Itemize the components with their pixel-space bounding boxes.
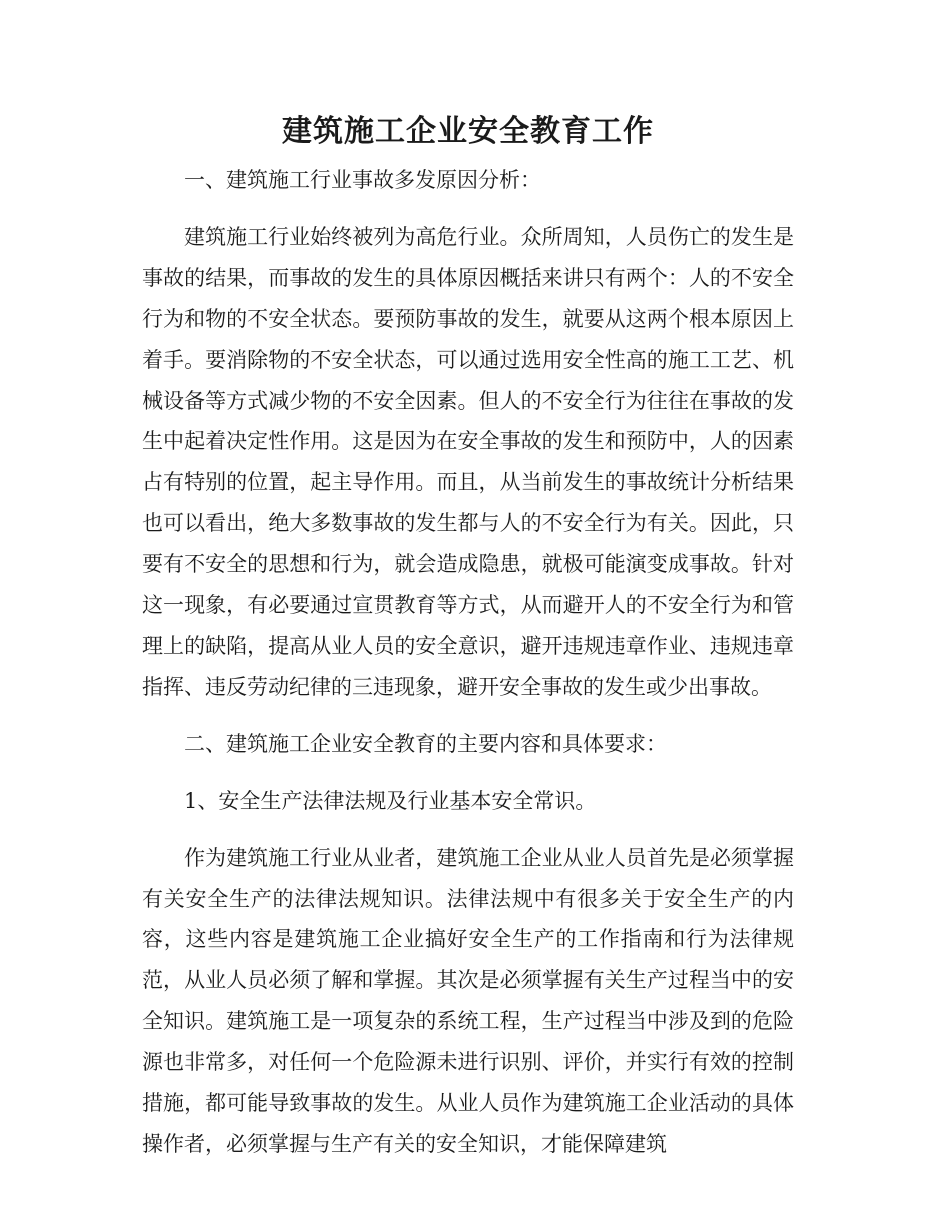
section-heading-1: 一、建筑施工行业事故多发原因分析： xyxy=(184,168,541,192)
document-content xyxy=(142,110,794,1165)
document-title: 建筑施工企业安全教育工作 xyxy=(282,114,654,149)
paragraph-gap xyxy=(142,708,794,724)
paragraph-gap xyxy=(142,822,794,838)
subsection-heading-1: 1、安全生产法律法规及行业基本安全常识。 xyxy=(184,788,597,813)
paragraph-gap xyxy=(142,765,794,781)
paragraph-laws-knowledge: 作为建筑施工行业从业者，建筑施工企业从业人员首先是必须掌握有关安全生产的法律法规知识。法律法规中有很多关于安全生产的内容，这些内容是建筑施工企业搞好安全生产的工作指南和行为法律规范，从业人员必须了解和掌握。其次是必须掌握有关生产过程当中的安全知识。建筑施工是一项复杂的系统工程，生产过程当中涉及到的危险源也非常多，对任何一个危险源未进行识别、评价，并实行有效的控制措施，都可能导致事故的发生。从业人员作为建筑施工企业活动的具体操作者，必须掌握与生产有关的安全知识，才能保障建筑 xyxy=(142,845,794,1156)
paragraph-accident-causes: 建筑施工行业始终被列为高危行业。众所周知，人员伤亡的发生是事故的结果，而事故的发生的具体原因概括来讲只有两个：人的不安全行为和物的不安全状态。要预防事故的发生，就要从这两个根本原因上着手。要消除物的不安全状态，可以通过选用安全性高的施工工艺、机械设备等方式减少物的不安全因素。但人的不安全行为往往在事故的发生中起着决定性作用。这是因为在安全事故的发生和预防中，人的因素占有特别的位置，起主导作用。而且，从当前发生的事故统计分析结果也可以看出，绝大多数事故的发生都与人的不安全行为有关。因此，只要有不安全的思想和行为，就会造成隐患，就极可能演变成事故。针对这一现象，有必要通过宣贯教育等方式，从而避开人的不安全行为和管理上的缺陷，提高从业人员的安全意识，避开违规违章作业、违规违章指挥、违反劳动纪律的三违现象，避开安全事故的发生或少出事故。 xyxy=(142,224,794,699)
section-heading-2: 二、建筑施工企业安全教育的主要内容和具体要求： xyxy=(184,731,667,756)
paragraph-gap xyxy=(142,201,794,217)
